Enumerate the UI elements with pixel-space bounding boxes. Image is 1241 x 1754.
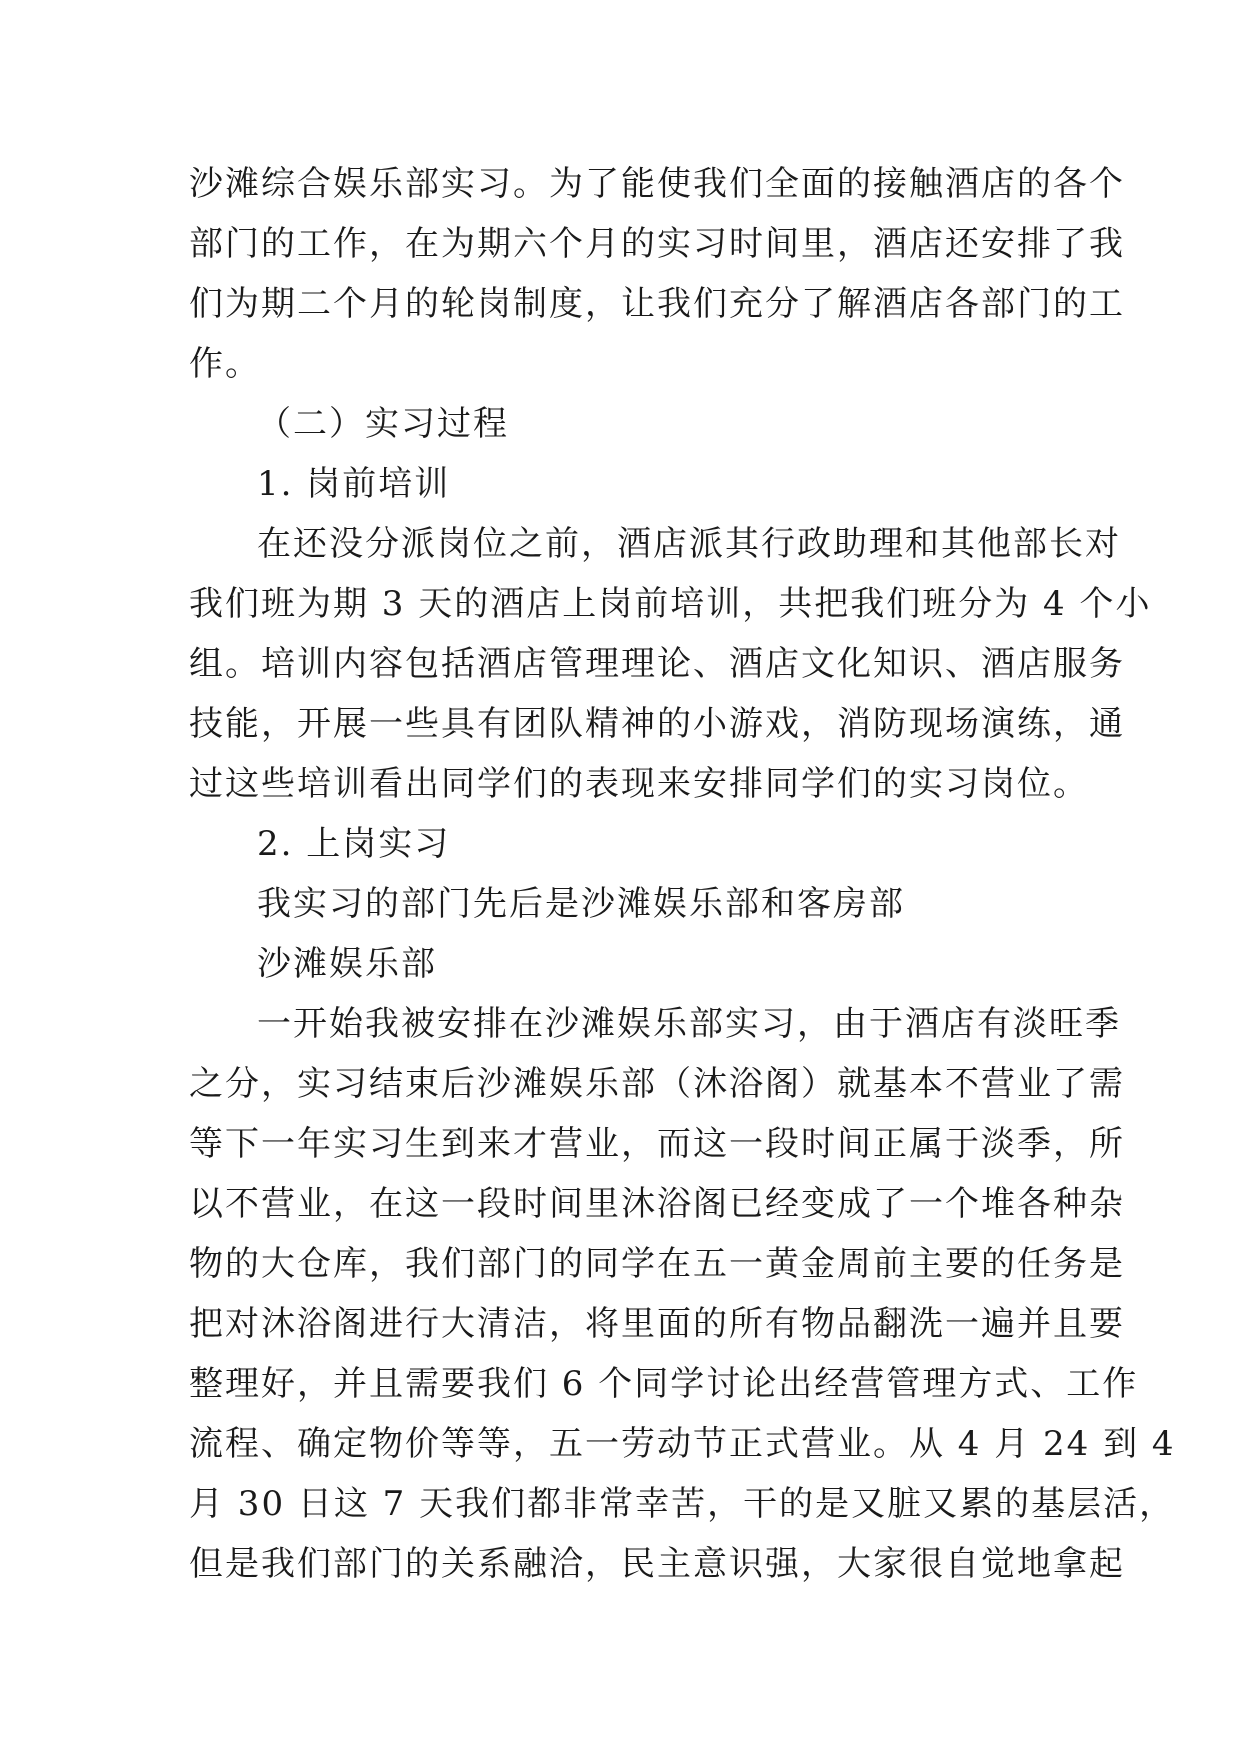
paragraph-line: 等下一年实习生到来才营业，而这一段时间正属于淡季，所 bbox=[189, 1124, 1125, 1164]
paragraph-line: 部门的工作，在为期六个月的实习时间里，酒店还安排了我 bbox=[189, 224, 1125, 264]
paragraph-line: 组。培训内容包括酒店管理理论、酒店文化知识、酒店服务 bbox=[189, 644, 1125, 684]
section-heading: （二）实习过程 bbox=[257, 404, 509, 444]
subheading-beach-entertainment: 沙滩娱乐部 bbox=[257, 944, 437, 984]
paragraph-line: 作。 bbox=[189, 344, 261, 384]
subheading-on-job-internship: 2. 上岗实习 bbox=[257, 824, 451, 864]
paragraph-line: 把对沐浴阁进行大清洁，将里面的所有物品翻洗一遍并且要 bbox=[189, 1304, 1125, 1344]
subheading-pre-job-training: 1. 岗前培训 bbox=[257, 464, 451, 504]
paragraph-line: 物的大仓库，我们部门的同学在五一黄金周前主要的任务是 bbox=[189, 1244, 1125, 1284]
paragraph-line: 们为期二个月的轮岗制度，让我们充分了解酒店各部门的工 bbox=[189, 284, 1125, 324]
paragraph-line: 我实习的部门先后是沙滩娱乐部和客房部 bbox=[257, 884, 905, 924]
paragraph-line: 过这些培训看出同学们的表现来安排同学们的实习岗位。 bbox=[189, 764, 1089, 804]
paragraph-line: 月 30 日这 7 天我们都非常幸苦，干的是又脏又累的基层活， bbox=[189, 1484, 1176, 1524]
paragraph-line: 一开始我被安排在沙滩娱乐部实习，由于酒店有淡旺季 bbox=[257, 1004, 1121, 1044]
paragraph-line: 整理好，并且需要我们 6 个同学讨论出经营管理方式、工作 bbox=[189, 1364, 1139, 1404]
paragraph-line: 之分，实习结束后沙滩娱乐部（沐浴阁）就基本不营业了需 bbox=[189, 1064, 1125, 1104]
paragraph-line: 流程、确定物价等等，五一劳动节正式营业。从 4 月 24 到 4 bbox=[189, 1424, 1176, 1464]
paragraph-line: 在还没分派岗位之前，酒店派其行政助理和其他部长对 bbox=[257, 524, 1121, 564]
paragraph-line: 我们班为期 3 天的酒店上岗前培训，共把我们班分为 4 个小 bbox=[189, 584, 1152, 624]
paragraph-line: 但是我们部门的关系融洽，民主意识强，大家很自觉地拿起 bbox=[189, 1544, 1125, 1584]
paragraph-line: 沙滩综合娱乐部实习。为了能使我们全面的接触酒店的各个 bbox=[189, 164, 1125, 204]
document-body bbox=[189, 154, 1176, 1594]
paragraph-line: 技能，开展一些具有团队精神的小游戏，消防现场演练，通 bbox=[189, 704, 1125, 744]
paragraph-line: 以不营业，在这一段时间里沐浴阁已经变成了一个堆各种杂 bbox=[189, 1184, 1125, 1224]
